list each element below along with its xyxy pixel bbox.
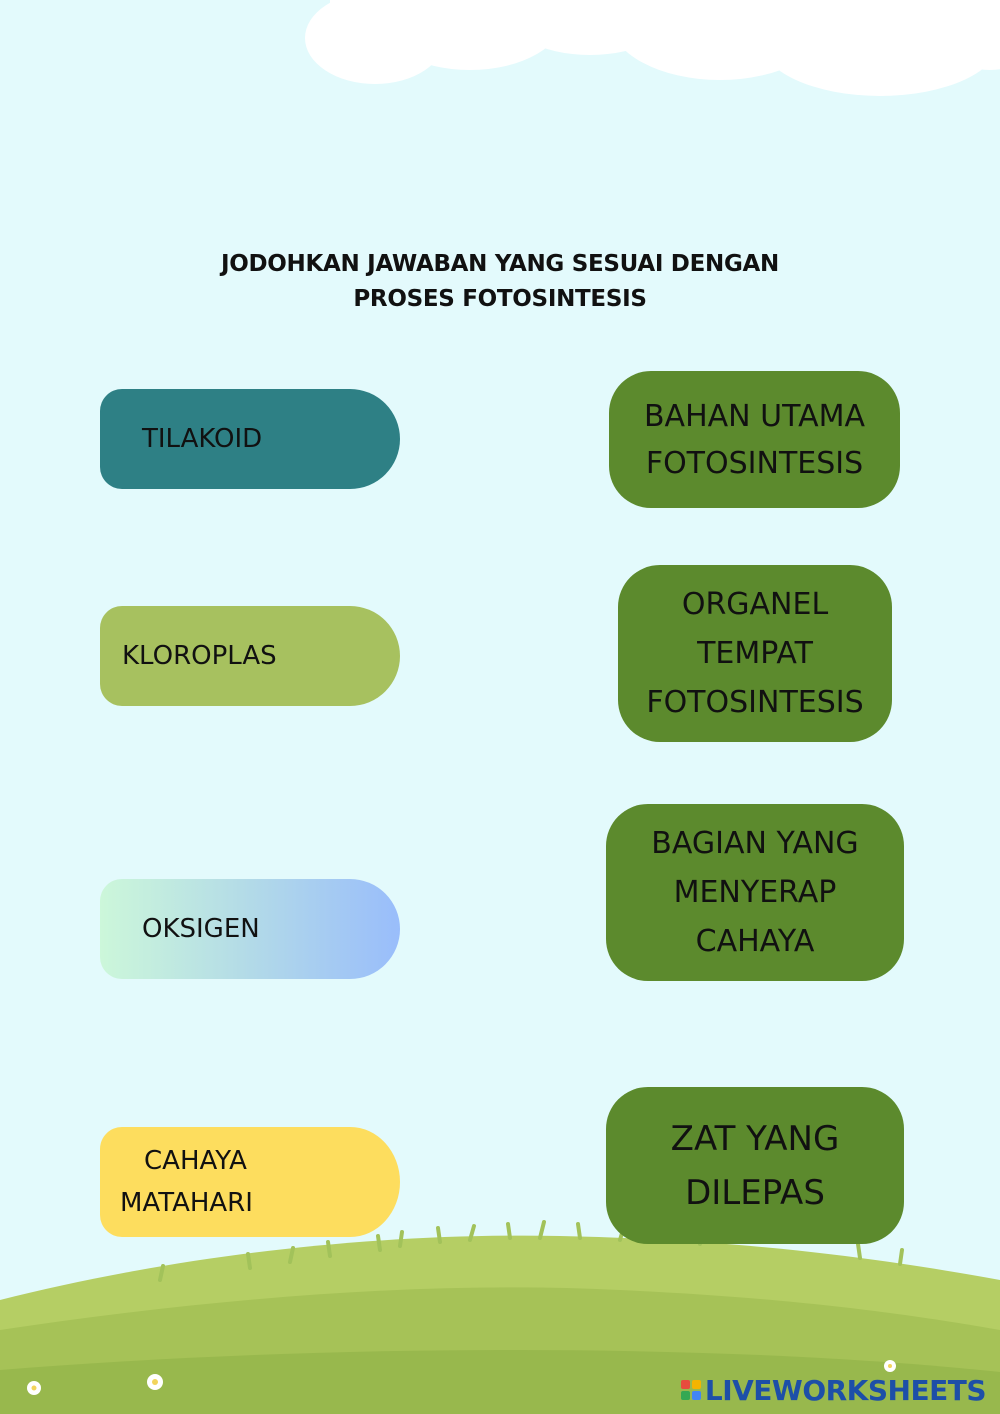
title-line-2: PROSES FOTOSINTESIS xyxy=(353,286,647,312)
definition-line: BAGIAN YANG xyxy=(651,826,859,861)
definition-line: TEMPAT xyxy=(697,636,813,671)
definition-bagian-menyerap[interactable] xyxy=(606,804,904,981)
definition-line: BAHAN UTAMA xyxy=(643,398,866,434)
definition-bahan-utama[interactable] xyxy=(609,371,900,508)
definition-line: DILEPAS xyxy=(685,1172,825,1213)
definition-zat-dilepas[interactable] xyxy=(606,1087,904,1244)
definition-line: MENYERAP xyxy=(673,875,837,910)
liveworksheets-logo xyxy=(681,1375,986,1405)
term-label: TILAKOID xyxy=(142,424,263,454)
definition-line: ZAT YANG xyxy=(670,1118,840,1159)
term-label-line-2: MATAHARI xyxy=(120,1188,253,1218)
liveworksheets-logo-icon xyxy=(681,1380,701,1400)
brand-name: LIVEWORKSHEETS xyxy=(704,1373,986,1407)
term-label: OKSIGEN xyxy=(142,914,260,944)
title-line-1: JODOHKAN JAWABAN YANG SESUAI DENGAN xyxy=(221,251,779,277)
definition-line: FOTOSINTESIS xyxy=(645,445,864,481)
term-kloroplas[interactable] xyxy=(100,606,400,706)
definition-organel-tempat[interactable] xyxy=(618,565,892,742)
worksheet-title xyxy=(150,247,850,317)
term-cahaya-matahari[interactable] xyxy=(100,1127,400,1237)
term-label-line-1: CAHAYA xyxy=(144,1146,247,1176)
term-oksigen[interactable] xyxy=(100,879,400,979)
term-tilakoid[interactable] xyxy=(100,389,400,489)
definition-line: ORGANEL xyxy=(681,587,829,622)
definition-line: FOTOSINTESIS xyxy=(646,685,864,720)
definition-line: CAHAYA xyxy=(695,924,815,959)
term-label: KLOROPLAS xyxy=(122,641,277,671)
cloud-illustration xyxy=(305,0,1000,96)
